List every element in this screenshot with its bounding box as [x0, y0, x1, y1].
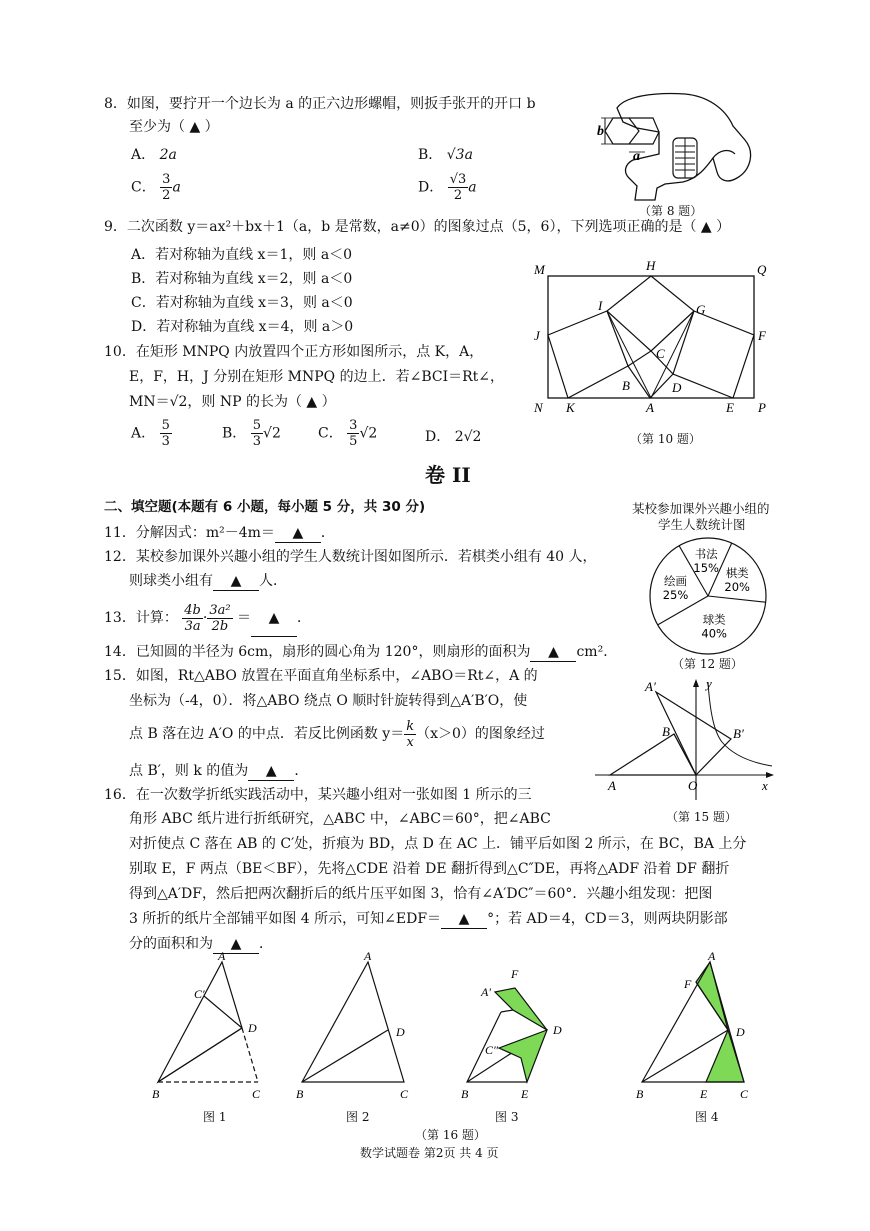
q11-answer-blank[interactable]: ▲: [275, 524, 321, 543]
fig1-label-b: B: [152, 1087, 160, 1100]
q8-label-b: b: [597, 124, 604, 139]
q15-line3: 点 B 落在边 A′O 的中点．若反比例函数 y＝ $\frac{k}{x}$ （x＞0）的图象经过: [129, 718, 545, 750]
fig4-shade-top: [696, 962, 728, 1030]
q8-option-b: B． √3a: [418, 147, 473, 163]
pie-percent-0: 15%: [693, 561, 719, 576]
pie-divider-2: [708, 596, 766, 602]
q10-option-d: D． 2√2: [425, 429, 482, 445]
q14-answer-blank[interactable]: ▲: [530, 643, 576, 662]
q10-stem-line2: E，F，H，J 分别在矩形 MNPQ 的边上．若∠BCI＝Rt∠，: [129, 369, 505, 385]
q12-caption: （第 12 题）: [672, 657, 743, 671]
fig2-label-d: D: [396, 1025, 405, 1039]
q13-answer-blank[interactable]: ▲: [251, 600, 297, 637]
q8-option-a: A． 2a: [131, 147, 177, 163]
q10-label-f: F: [758, 328, 766, 343]
q16-figure-2: [290, 950, 420, 1100]
q11: 11．分解因式：m²－4m＝ ▲ ．: [104, 525, 335, 541]
q15-answer-blank[interactable]: ▲: [248, 762, 294, 781]
q10-label-a: A: [646, 400, 654, 415]
q15-coordinate-figure: [590, 674, 780, 804]
q16-line7: 分的面积和为 ▲ ．: [129, 936, 273, 952]
fig3-label-e: E: [521, 1087, 529, 1100]
pie-label-1: 棋类: [725, 566, 749, 581]
q16-answer-blank-2[interactable]: ▲: [213, 935, 259, 954]
q16-line6: 3 所折的纸片全部铺平如图 4 所示，可知∠EDF＝ ▲ °；若 AD＝4，CD＝3，则两块阴影部: [129, 911, 728, 927]
q10-stem-line1: 10．在矩形 MNPQ 内放置四个正方形如图所示，点 K，A，: [104, 344, 484, 360]
q10-label-j: J: [534, 328, 540, 343]
fig3-label-a-prime: A′: [481, 985, 491, 999]
q15-label-y: y: [706, 676, 712, 691]
q15-label-o: O: [688, 778, 698, 793]
fig3-label-d: D: [553, 1023, 562, 1037]
q10-label-n: N: [534, 400, 543, 415]
q10-label-c: C: [656, 346, 665, 361]
q10-label-p: P: [758, 400, 766, 415]
q10-option-b: B． $\frac{5}{3}$ √2: [222, 418, 281, 449]
q8-wrench-figure: [595, 88, 755, 203]
q12-pie-chart: [646, 534, 770, 658]
q16-caption: （第 16 题）: [415, 1128, 486, 1142]
q10-label-d: D: [672, 380, 682, 395]
q10-label-i: I: [598, 298, 603, 313]
fig1-label-c: C: [252, 1087, 261, 1100]
q12-line2: 则球类小组有 ▲ 人．: [129, 573, 287, 589]
q12-answer-blank[interactable]: ▲: [213, 572, 259, 591]
fig3-label-b: B: [461, 1087, 469, 1100]
fig2-label-b: B: [296, 1087, 304, 1100]
q16-figure-4: [630, 950, 760, 1100]
q15-label-x: x: [762, 778, 768, 793]
pie-percent-3: 25%: [662, 588, 689, 603]
section-2-heading: 二、填空题(本题有 6 小题，每小题 5 分，共 30 分): [104, 499, 426, 515]
q15-label-a: A: [608, 778, 616, 793]
q10-label-h: H: [646, 258, 656, 273]
pie-percent-1: 20%: [724, 580, 750, 595]
fig4-label-a: A: [708, 950, 716, 963]
q8-label-a: a: [633, 149, 640, 164]
fig4-label-b: B: [636, 1087, 644, 1100]
q16-fig2-label: 图 2: [346, 1110, 370, 1124]
q10-squares-figure: [528, 256, 776, 422]
pie-title-line2: 学生人数统计图: [658, 517, 746, 532]
q15-caption: （第 15 题）: [666, 810, 737, 824]
q16-line1: 16．在一次数学折纸实践活动中，某兴趣小组对一张如图 1 所示的三: [104, 787, 532, 803]
q10-label-e: E: [726, 400, 734, 415]
q9-stem: 9．二次函数 y＝ax²＋bx＋1（a，b 是常数，a≠0）的图象过点（5，6），下列选项正确的是（ ▲ ）: [104, 219, 731, 235]
fig4-label-f: F: [684, 977, 692, 991]
q10-option-c: C． $\frac{3}{5}$ √2: [318, 418, 378, 449]
q10-stem-line3: MN＝√2，则 NP 的长为（ ▲ ）: [129, 394, 336, 410]
q8-option-d: D． $\frac{√3}{2}$ a: [418, 172, 477, 203]
q16-line3: 对折使点 C 落在 AB 的 C′处，折痕为 BD，点 D 在 AC 上．铺平后如图 2 所示，在 BC，BA 上分: [129, 836, 747, 852]
q15-label-b-prime: B′: [733, 726, 744, 741]
fig1-label-a: A: [218, 950, 226, 963]
q10-label-k: K: [566, 400, 575, 415]
q16-line4: 别取 E，F 两点（BE＜BF），先将△CDE 沿着 DE 翻折得到△C″DE，再将△ADF 沿着 DF 翻折: [129, 861, 730, 877]
q15-line4: 点 B′，则 k 的值为 ▲ ．: [129, 763, 309, 779]
q10-label-m: M: [534, 262, 545, 277]
pie-title-line1: 某校参加课外兴趣小组的: [632, 501, 770, 516]
q10-label-b: B: [622, 378, 630, 393]
q14: 14．已知圆的半径为 6cm，扇形的圆心角为 120°，则扇形的面积为 ▲ cm²．: [104, 644, 618, 660]
q16-figure-1: [146, 950, 276, 1100]
q8-stem-line1: 8．如图，要拧开一个边长为 a 的正六边形螺帽，则扳手张开的开口 b: [104, 96, 536, 112]
q10-label-g: G: [696, 302, 706, 317]
q15-line2: 坐标为（-4，0）．将△ABO 绕点 O 顺时针旋转得到△A′B′O，使: [129, 693, 528, 709]
q10-caption: （第 10 题）: [630, 432, 701, 446]
q16-figure-3: [455, 950, 585, 1100]
q16-line2: 角形 ABC 纸片进行折纸研究，△ABC 中，∠ABC＝60°，把∠ABC: [129, 811, 551, 827]
fig2-label-c: C: [400, 1087, 409, 1100]
pie-label-0: 书法: [694, 547, 718, 562]
page-footer: 数学试题卷 第2页 共 4 页: [360, 1146, 499, 1160]
pie-percent-2: 40%: [701, 626, 727, 641]
q12-line1: 12．某校参加课外兴趣小组的学生人数统计图如图所示．若棋类小组有 40 人，: [104, 549, 597, 565]
fig3-label-c-double: C″: [485, 1043, 499, 1057]
q16-answer-blank-1[interactable]: ▲: [441, 910, 487, 929]
q9-option-b: B．若对称轴为直线 x＝2，则 a＜0: [131, 271, 353, 287]
fig2-label-a: A: [364, 950, 372, 963]
pie-label-3: 绘画: [664, 574, 687, 589]
q8-option-c: C． $\frac{3}{2}$ a: [131, 172, 181, 203]
q8-stem-line2: 至少为（ ▲ ）: [129, 119, 219, 135]
fig4-label-e: E: [700, 1087, 708, 1100]
q9-option-c: C．若对称轴为直线 x＝3，则 a＜0: [131, 295, 353, 311]
q15-label-a-prime: A′: [645, 679, 656, 694]
fig3-label-f: F: [511, 967, 519, 981]
q8-caption: （第 8 题）: [639, 204, 703, 218]
fig4-label-c: C: [740, 1087, 749, 1100]
fig1-label-d: D: [248, 1021, 257, 1035]
pie-label-2: 球类: [702, 612, 726, 627]
fig4-label-d: D: [736, 1025, 745, 1039]
fig3-shade-top: [495, 988, 547, 1030]
fig1-label-c-prime: C′: [194, 987, 205, 1001]
q16-fig4-label: 图 4: [695, 1110, 719, 1124]
q10-option-a: A． $\frac{5}{3}$: [131, 418, 170, 449]
q16-fig1-label: 图 1: [203, 1110, 227, 1124]
q16-line5: 得到△A′DF，然后把两次翻折后的纸片压平如图 3，恰有∠A′DC″＝60°．兴趣小组发现：把图: [129, 886, 713, 902]
q15-label-b: B: [662, 724, 670, 739]
q9-option-d: D．若对称轴为直线 x＝4，则 a＞0: [131, 319, 354, 335]
q13: 13．计算： $\frac{4b}{3a}$ · $\frac{\text{3a²}}{2b}$ ＝ ▲ ．: [104, 600, 311, 637]
q15-line1: 15．如图，Rt△ABO 放置在平面直角坐标系中，∠ABO＝Rt∠，A 的: [104, 668, 538, 684]
q9-option-a: A．若对称轴为直线 x＝1，则 a＜0: [131, 247, 353, 263]
volume-2-heading: 卷 II: [425, 463, 471, 487]
q10-label-q: Q: [757, 262, 767, 277]
q16-fig3-label: 图 3: [495, 1110, 519, 1124]
